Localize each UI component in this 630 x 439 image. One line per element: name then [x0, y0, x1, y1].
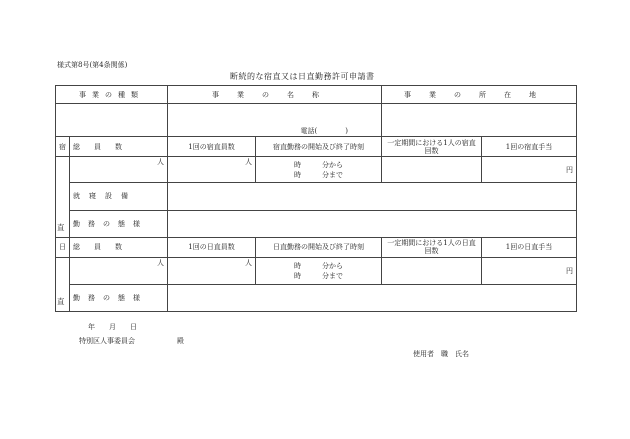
business-type-field[interactable]: [56, 104, 168, 137]
shukuchoku-work-style-label: 勤務の態様: [70, 210, 168, 237]
shukuchoku-allowance-field[interactable]: 円: [482, 157, 577, 183]
nicchoku-time-field[interactable]: 時 分から 時 分まで: [256, 257, 382, 284]
nicchoku-count-header: 1回の日直員数: [168, 237, 256, 257]
phone-label: 電話( ): [300, 127, 348, 136]
shukuchoku-count-header: 1回の宿直員数: [168, 137, 256, 157]
business-location-field[interactable]: [382, 104, 577, 137]
facility-field[interactable]: [168, 183, 577, 210]
nicchoku-side-top: 日: [56, 237, 70, 257]
shukuchoku-allowance-header: 1回の宿直手当: [482, 137, 577, 157]
nicchoku-count-field[interactable]: 人: [168, 257, 256, 284]
header-business-type: 事業の種類: [56, 86, 168, 104]
page-title: 断続的な宿直又は日直勤務許可申請書: [230, 72, 375, 81]
nicchoku-work-style-field[interactable]: [168, 284, 577, 311]
nicchoku-allowance-header: 1回の日直手当: [482, 237, 577, 257]
addressee: 特別区人事委員会: [79, 337, 135, 345]
nicchoku-period-count-field[interactable]: [382, 257, 482, 284]
nicchoku-total-staff-header: 総員数: [70, 237, 168, 257]
shukuchoku-side-top: 宿: [56, 137, 70, 157]
employer-label: 使用者 職 氏名: [413, 350, 469, 358]
addressee-suffix: 殿: [177, 337, 184, 345]
nicchoku-start-end-header: 日直勤務の開始及び終了時刻: [256, 237, 382, 257]
application-form-table: [55, 85, 577, 312]
nicchoku-total-staff-field[interactable]: 人: [70, 257, 168, 284]
shukuchoku-work-style-field[interactable]: [168, 210, 577, 237]
shukuchoku-total-staff-header: 総員数: [70, 137, 168, 157]
nicchoku-work-style-label: 勤務の態様: [70, 284, 168, 311]
nicchoku-side-bottom: 直: [57, 297, 65, 306]
header-business-name: 事業の名称: [168, 86, 382, 104]
form-number: 様式第8号(第4条関係): [57, 61, 128, 69]
nicchoku-period-count-header: 一定期間における1人の日直回数: [382, 237, 482, 257]
shukuchoku-count-field[interactable]: 人: [168, 157, 256, 183]
shukuchoku-start-end-header: 宿直勤務の開始及び終了時刻: [256, 137, 382, 157]
shukuchoku-period-count-header: 一定期間における1人の宿直回数: [382, 137, 482, 157]
date-line: 年 月 日: [88, 323, 137, 331]
facility-label: 就寝設備: [70, 183, 168, 210]
shukuchoku-time-field[interactable]: 時 分から 時 分まで: [256, 157, 382, 183]
nicchoku-allowance-field[interactable]: 円: [482, 257, 577, 284]
business-name-field[interactable]: [168, 104, 382, 137]
shukuchoku-side-bottom: 直: [57, 223, 65, 232]
shukuchoku-period-count-field[interactable]: [382, 157, 482, 183]
shukuchoku-total-staff-field[interactable]: 人: [70, 157, 168, 183]
header-business-location: 事業の所在地: [382, 86, 577, 104]
